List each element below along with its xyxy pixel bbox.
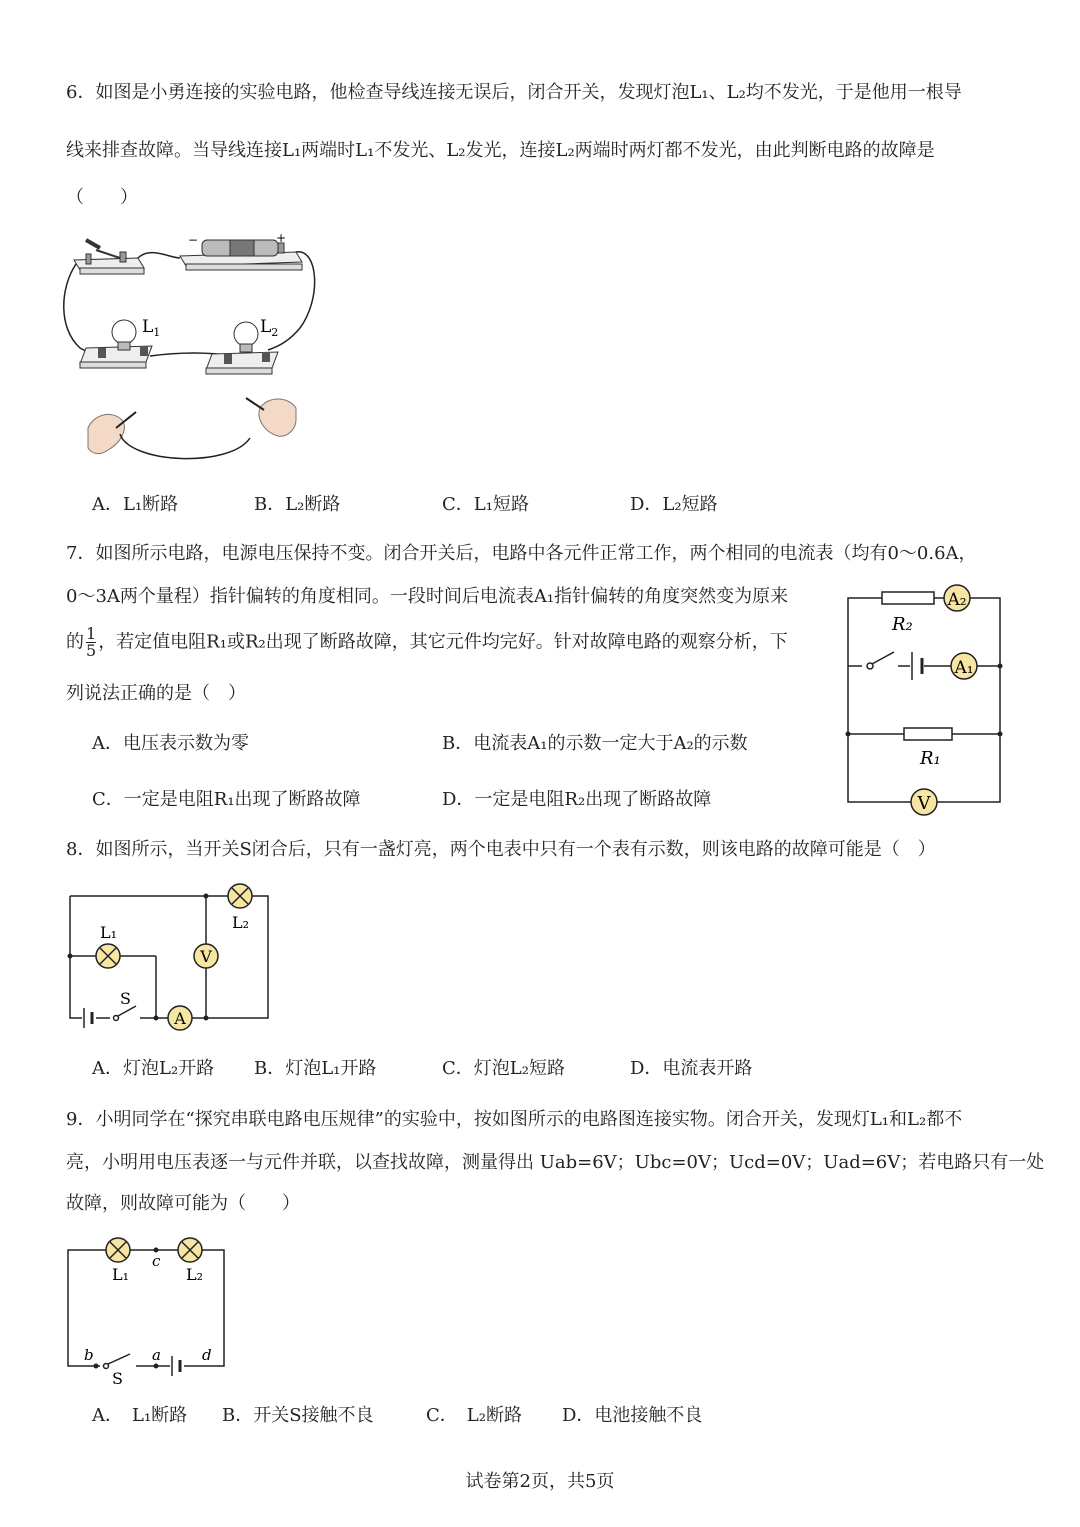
q9-option-d[interactable]: D．电池接触不良 xyxy=(562,1405,703,1426)
q9-battery xyxy=(170,1354,184,1378)
q6-battery-plus: + xyxy=(276,231,287,245)
q7-option-d[interactable]: D．一定是电阻R₂出现了断路故障 xyxy=(442,789,712,810)
q7-stem-line3-rest: ，若定值电阻R₁或R₂出现了断路故障，其它元件均完好。针对故障电路的观察分析，下 xyxy=(98,631,788,653)
q7-option-a[interactable]: A．电压表示数为零 xyxy=(92,733,249,754)
q6-option-c[interactable]: C．L₁短路 xyxy=(442,494,529,515)
q9-label-l1: L₁ xyxy=(112,1265,130,1284)
q6-hands-probe xyxy=(88,398,296,459)
q8-lamp-l1 xyxy=(96,944,120,968)
q6-circuit-figure xyxy=(60,228,320,468)
q8-switch xyxy=(110,1006,140,1021)
q9-label-c: c xyxy=(152,1252,161,1270)
q7-frac-num: 1 xyxy=(86,624,97,643)
q6-label-l2: L xyxy=(260,317,272,337)
svg-text:L1: $L_1$ xyxy=(142,317,161,339)
q6-battery xyxy=(180,231,302,270)
q7-stem-line4: 列说法正确的是（ ） xyxy=(66,683,246,704)
q6-option-d[interactable]: D．L₂短路 xyxy=(630,494,718,515)
q9-switch xyxy=(100,1354,136,1370)
q7-label-r2: R₂ xyxy=(892,614,913,635)
q9-lamp-l2 xyxy=(178,1238,202,1262)
q6-lamp-l2 xyxy=(206,317,278,374)
q9-label-s: S xyxy=(112,1369,123,1388)
q7-resistor-r2 xyxy=(882,592,934,604)
q9-label-l2: L₂ xyxy=(186,1265,204,1284)
q6-stem-line2: 线来排查故障。当导线连接L₁两端时L₁不发光、L₂发光，连接L₂两端时两灯都不发光，由此判断电路的故障是 xyxy=(66,140,935,161)
q6-lamp-l1 xyxy=(80,317,160,368)
q7-label-a1: A₁ xyxy=(954,658,974,678)
svg-text:L2: $L_2$ xyxy=(260,317,279,339)
q9-stem-line2: 亮，小明用电压表逐一与元件并联，以查找故障，测量得出 Uab=6V；Ubc=0V；Ucd=0V；Uad=6V；若电路只有一处 xyxy=(66,1152,1045,1173)
q7-switch xyxy=(862,652,898,672)
q8-label-l1: L₁ xyxy=(100,923,118,942)
page-footer: 试卷第2页，共5页 xyxy=(465,1471,615,1492)
q7-option-c[interactable]: C．一定是电阻R₁出现了断路故障 xyxy=(92,789,361,810)
q6-option-a[interactable]: A．L₁断路 xyxy=(92,494,179,515)
q9-stem-line1: 9．小明同学在“探究串联电路电压规律”的实验中，按如图所示的电路图连接实物。闭合开关，发现灯L₁和L₂都不 xyxy=(66,1109,963,1130)
q9-circuit-figure xyxy=(62,1234,242,1388)
q7-label-r1: R₁ xyxy=(920,748,941,769)
q9-lamp-l1 xyxy=(106,1238,130,1262)
q8-stem-line1: 8．如图所示，当开关S闭合后，只有一盏灯亮，两个电表中只有一个表有示数，则该电路的故障可能是（ ） xyxy=(66,839,936,860)
q8-label-s: S xyxy=(120,989,131,1008)
q8-label-l2: L₂ xyxy=(232,913,250,932)
q6-option-b[interactable]: B．L₂断路 xyxy=(254,494,341,515)
q7-label-a2: A₂ xyxy=(947,590,967,610)
q9-option-c[interactable]: C． L₂断路 xyxy=(426,1405,522,1426)
q8-label-a: A xyxy=(174,1009,186,1028)
q7-battery xyxy=(910,652,924,680)
q9-option-b[interactable]: B．开关S接触不良 xyxy=(222,1405,374,1426)
q7-frac-den: 5 xyxy=(86,641,97,660)
q8-option-d[interactable]: D．电流表开路 xyxy=(630,1058,753,1079)
q7-option-b[interactable]: B．电流表A₁的示数一定大于A₂的示数 xyxy=(442,733,748,754)
q6-label-l1: L xyxy=(142,317,154,337)
q7-stem-line1: 7．如图所示电路，电源电压保持不变。闭合开关后，电路中各元件正常工作，两个相同的电流表（均有0～0.6A， xyxy=(66,543,977,564)
q9-option-a[interactable]: A． L₁断路 xyxy=(92,1405,188,1426)
q9-label-b: b xyxy=(84,1346,94,1364)
q9-stem-line3: 故障，则故障可能为（ ） xyxy=(66,1193,300,1214)
q7-circuit-figure xyxy=(840,580,1010,812)
q9-label-a: a xyxy=(152,1346,161,1364)
q7-fraction xyxy=(86,626,96,659)
q6-paren: （ ） xyxy=(66,187,138,208)
q8-option-b[interactable]: B．灯泡L₁开路 xyxy=(254,1058,377,1079)
q6-battery-minus: − xyxy=(188,233,199,247)
q8-lamp-l2 xyxy=(228,884,252,908)
q8-label-v: V xyxy=(200,947,212,966)
q8-battery xyxy=(82,1008,96,1028)
q7-stem-line3 xyxy=(66,626,788,659)
q8-option-a[interactable]: A．灯泡L₂开路 xyxy=(92,1058,215,1079)
q7-resistor-r1 xyxy=(904,728,952,740)
q6-switch xyxy=(74,240,144,274)
q7-stem-line2: 0～3A两个量程）指针偏转的角度相同。一段时间后电流表A₁指针偏转的角度突然变为原来 xyxy=(66,586,789,607)
q8-option-c[interactable]: C．灯泡L₂短路 xyxy=(442,1058,565,1079)
q8-circuit-figure xyxy=(62,880,282,1030)
q6-stem-line1: 6．如图是小勇连接的实验电路，他检查导线连接无误后，闭合开关，发现灯泡L₁、L₂均不发光，于是他用一根导 xyxy=(66,82,962,103)
q7-stem-line3-start: 的 xyxy=(66,631,84,653)
q7-label-v: V xyxy=(917,793,931,814)
q9-label-d: d xyxy=(202,1346,212,1364)
